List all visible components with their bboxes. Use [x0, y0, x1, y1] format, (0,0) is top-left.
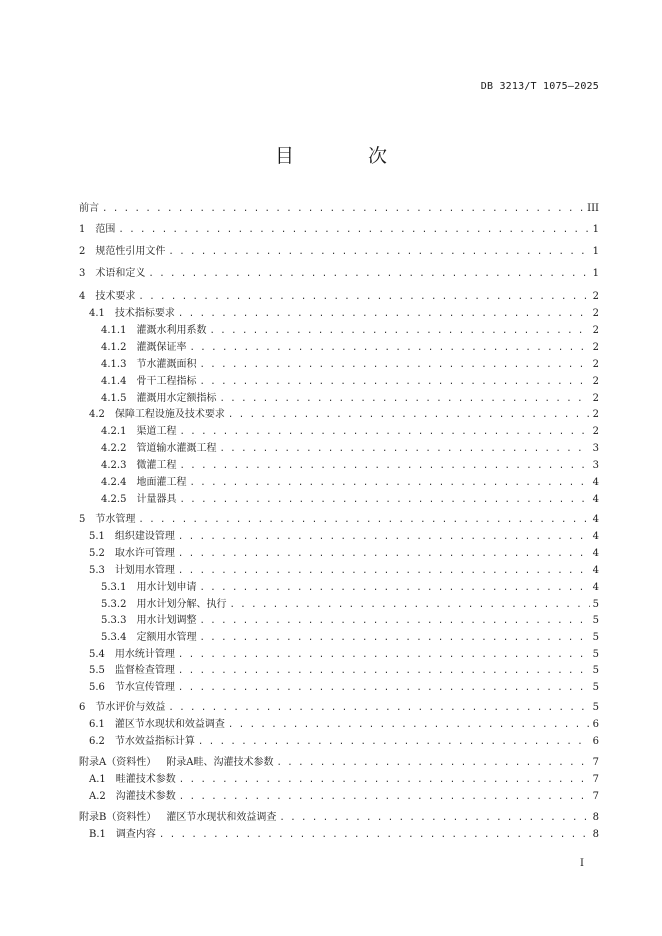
dot-leader	[179, 460, 589, 473]
dot-leader	[199, 376, 589, 389]
toc-entry[interactable]	[101, 425, 599, 438]
toc-entry[interactable]	[79, 290, 599, 303]
toc-entry[interactable]	[89, 564, 599, 577]
toc-entry-page: III	[587, 203, 599, 214]
toc-entry-page: 5	[592, 599, 599, 610]
dot-leader	[279, 812, 589, 825]
toc-entry[interactable]	[79, 513, 599, 526]
toc-entry-page: 6	[592, 736, 599, 747]
dot-leader	[178, 308, 590, 321]
toc-entry-title: 定额用水管理	[136, 632, 197, 643]
toc-entry-title: 沟灌技术参数	[115, 791, 176, 802]
toc-entry-page: 4	[592, 548, 599, 559]
toc-entry[interactable]	[79, 245, 599, 258]
toc-entry[interactable]	[101, 375, 599, 388]
toc-entry-title: 节水效益指标计算	[114, 736, 195, 747]
toc-entry[interactable]	[101, 341, 599, 354]
toc-entry-page: 7	[592, 774, 599, 785]
toc-entry-number: 5.6	[89, 682, 105, 693]
toc-entry[interactable]	[89, 307, 599, 320]
toc-entry-number: 6.1	[89, 719, 105, 730]
dot-leader	[168, 246, 589, 259]
toc-entry[interactable]	[101, 459, 599, 472]
toc-entry-number: 5.4	[89, 649, 105, 660]
toc-entry-page: 2	[592, 359, 599, 370]
toc-entry-number: 4.1.2	[101, 342, 127, 353]
toc-entry[interactable]	[101, 493, 599, 506]
toc-entry-title: 渠道工程	[136, 426, 177, 437]
toc-entry-title: 用水计划分解、执行	[136, 599, 227, 610]
toc-entry-title: 用水统计管理	[114, 649, 175, 660]
toc-entry-number: 4	[79, 291, 86, 302]
toc-entry-title: 微灌工程	[136, 460, 177, 471]
toc-entry-number: 2	[79, 246, 86, 257]
toc-entry-title: 保障工程设施及技术要求	[114, 409, 225, 420]
toc-entry-page: 2	[592, 342, 599, 353]
toc-entry-title: 节水灌溉面积	[136, 359, 197, 370]
dot-leader	[178, 649, 590, 662]
toc-entry-title: 技术指标要求	[114, 308, 175, 319]
dot-leader	[138, 291, 589, 304]
dot-leader	[219, 393, 589, 406]
toc-entry[interactable]	[101, 442, 599, 455]
toc-entry[interactable]	[89, 828, 599, 841]
document-code: DB 3213/T 1075—2025	[480, 81, 599, 92]
toc-entry-title: 前言	[79, 203, 99, 214]
toc-entry-title: 畦灌技术参数	[115, 774, 176, 785]
toc-entry-number: 附录A（资料性）	[79, 757, 157, 768]
toc-entry-page: 2	[592, 376, 599, 387]
toc-entry-title: 规范性引用文件	[95, 246, 166, 257]
toc-entry-title: 附录A畦、沟灌技术参数	[166, 757, 274, 768]
toc-entry-title: 地面灌工程	[136, 477, 187, 488]
toc-entry-page: 2	[592, 393, 599, 404]
dot-leader	[199, 582, 589, 595]
toc-entry[interactable]	[79, 202, 599, 215]
toc-entry-number: 5.3.1	[101, 582, 127, 593]
dot-leader	[178, 531, 590, 544]
dot-leader	[118, 224, 589, 237]
toc-entry-number: 3	[79, 268, 86, 279]
dot-leader	[138, 514, 589, 527]
toc-entry-page: 5	[592, 702, 599, 713]
toc-entry-number: 5.3.4	[101, 632, 127, 643]
dot-leader	[199, 359, 589, 372]
toc-entry-number: 4.1.5	[101, 393, 127, 404]
toc-entry-title: 骨干工程指标	[136, 376, 197, 387]
toc-entry-number: 4.2.2	[101, 443, 127, 454]
toc-entry-title: 节水评价与效益	[95, 702, 166, 713]
toc-entry-title: 术语和定义	[95, 268, 146, 279]
toc-entry-page: 1	[592, 268, 599, 279]
toc-entry-number: 5.3.2	[101, 599, 127, 610]
toc-entry-page: 4	[592, 477, 599, 488]
toc-entry-number: 1	[79, 224, 86, 235]
toc-entry-title: 灌区节水现状和效益调查	[166, 812, 277, 823]
toc-entry-title: 用水计划申请	[136, 582, 197, 593]
toc-entry-title: 用水计划调整	[136, 615, 197, 626]
dot-leader	[276, 757, 589, 770]
toc-entry[interactable]	[101, 581, 599, 594]
dot-leader	[179, 426, 589, 439]
toc-entry-page: 5	[592, 632, 599, 643]
toc-entry[interactable]	[101, 614, 599, 627]
toc-entry[interactable]	[89, 790, 599, 803]
toc-entry-number: 4.1.3	[101, 359, 127, 370]
dot-leader	[159, 829, 590, 842]
toc-entry[interactable]	[101, 324, 599, 337]
dot-leader	[198, 736, 590, 749]
toc-entry[interactable]	[89, 408, 599, 421]
toc-entry[interactable]	[89, 718, 599, 731]
toc-entry[interactable]	[101, 631, 599, 644]
toc-entry-page: 5	[592, 615, 599, 626]
dot-leader	[199, 632, 589, 645]
toc-entry-number: 5.1	[89, 531, 105, 542]
toc-entry[interactable]	[79, 811, 599, 824]
dot-leader	[148, 268, 589, 281]
toc-entry-title: 灌溉用水定额指标	[136, 393, 217, 404]
toc-entry[interactable]	[89, 773, 599, 786]
dot-leader	[178, 682, 590, 695]
toc-entry-number: 6.2	[89, 736, 105, 747]
toc-entry-page: 4	[592, 565, 599, 576]
toc-entry-number: 6	[79, 702, 86, 713]
toc-entry[interactable]	[89, 681, 599, 694]
dot-leader	[189, 477, 589, 490]
dot-leader	[229, 599, 589, 612]
dot-leader	[179, 774, 590, 787]
toc-entry-page: 2	[592, 409, 599, 420]
toc-entry-page: 2	[592, 426, 599, 437]
toc-entry-number: A.1	[89, 774, 106, 785]
dot-leader	[189, 342, 589, 355]
toc-entry-page: 6	[592, 719, 599, 730]
toc-entry-page: 8	[592, 829, 599, 840]
toc-entry-number: 5.3	[89, 565, 105, 576]
toc-entry-page: 3	[592, 460, 599, 471]
toc-entry-title: 组织建设管理	[114, 531, 175, 542]
dot-leader	[228, 719, 590, 732]
toc-entry-page: 1	[592, 246, 599, 257]
toc-entry-number: 5.2	[89, 548, 105, 559]
dot-leader	[178, 665, 590, 678]
dot-leader	[199, 615, 589, 628]
toc-entry-title: 节水宣传管理	[114, 682, 175, 693]
toc-entry-title: 取水许可管理	[114, 548, 175, 559]
toc-entry-page: 7	[592, 791, 599, 802]
toc-entry[interactable]	[79, 267, 599, 280]
toc-entry-number: 4.1.1	[101, 325, 127, 336]
toc-entry-title: 灌溉水利用系数	[136, 325, 207, 336]
toc-entry-number: 5	[79, 514, 86, 525]
toc-entry-page: 4	[592, 531, 599, 542]
toc-entry-page: 4	[592, 494, 599, 505]
toc-entry-page: 2	[592, 325, 599, 336]
toc-entry[interactable]	[101, 476, 599, 489]
dot-leader	[178, 548, 590, 561]
toc-entry-title: 节水管理	[95, 514, 136, 525]
dot-leader	[102, 203, 584, 216]
toc-entry-number: 4.2.1	[101, 426, 127, 437]
dot-leader	[209, 325, 589, 338]
toc-entry[interactable]	[79, 701, 599, 714]
toc-entry[interactable]	[79, 223, 599, 236]
toc-entry-page: 4	[592, 514, 599, 525]
toc-entry-title: 计划用水管理	[114, 565, 175, 576]
toc-entry-number: 5.5	[89, 665, 105, 676]
toc-entry-title: 调查内容	[115, 829, 156, 840]
toc-entry-title: 技术要求	[95, 291, 136, 302]
toc-entry-number: A.2	[89, 791, 106, 802]
toc-entry-page: 2	[592, 308, 599, 319]
toc-entry-page: 5	[592, 649, 599, 660]
dot-leader	[168, 702, 589, 715]
toc-entry-page: 4	[592, 582, 599, 593]
toc-entry-title: 管道输水灌溉工程	[136, 443, 217, 454]
toc-entry[interactable]	[89, 664, 599, 677]
toc-entry-title: 计量器具	[136, 494, 177, 505]
toc-entry-page: 3	[592, 443, 599, 454]
toc-entry-number: 4.2.3	[101, 460, 127, 471]
toc-entry-title: 监督检查管理	[114, 665, 175, 676]
toc-entry-page: 8	[592, 812, 599, 823]
dot-leader	[178, 565, 590, 578]
toc-entry-page: 1	[592, 224, 599, 235]
toc-entry-number: 4.1.4	[101, 376, 127, 387]
dot-leader	[179, 494, 589, 507]
toc-entry[interactable]	[101, 598, 599, 611]
toc-entry-number: 4.2	[89, 409, 105, 420]
toc-entry-number: 4.2.5	[101, 494, 127, 505]
toc-entry[interactable]	[79, 756, 599, 769]
toc-entry-number: 4.1	[89, 308, 105, 319]
toc-entry-title: 灌区节水现状和效益调查	[114, 719, 225, 730]
toc-entry-page: 5	[592, 682, 599, 693]
toc-entry[interactable]	[89, 648, 599, 661]
toc-entry[interactable]	[89, 547, 599, 560]
toc-entry-number: 5.3.3	[101, 615, 127, 626]
dot-leader	[219, 443, 589, 456]
toc-entry-number: 4.2.4	[101, 477, 127, 488]
toc-entry-page: 7	[592, 757, 599, 768]
toc-entry[interactable]	[101, 392, 599, 405]
toc-entry-title: 范围	[95, 224, 116, 235]
page-title: 目 次	[274, 145, 422, 167]
toc-entry[interactable]	[101, 358, 599, 371]
toc-entry-number: B.1	[89, 829, 106, 840]
toc-entry[interactable]	[89, 530, 599, 543]
page-number: I	[580, 858, 584, 869]
toc-entry-page: 5	[592, 665, 599, 676]
dot-leader	[179, 791, 590, 804]
dot-leader	[228, 409, 590, 422]
toc-entry-number: 附录B（资料性）	[79, 812, 157, 823]
toc-entry[interactable]	[89, 735, 599, 748]
toc-entry-title: 灌溉保证率	[136, 342, 187, 353]
toc-entry-page: 2	[592, 291, 599, 302]
